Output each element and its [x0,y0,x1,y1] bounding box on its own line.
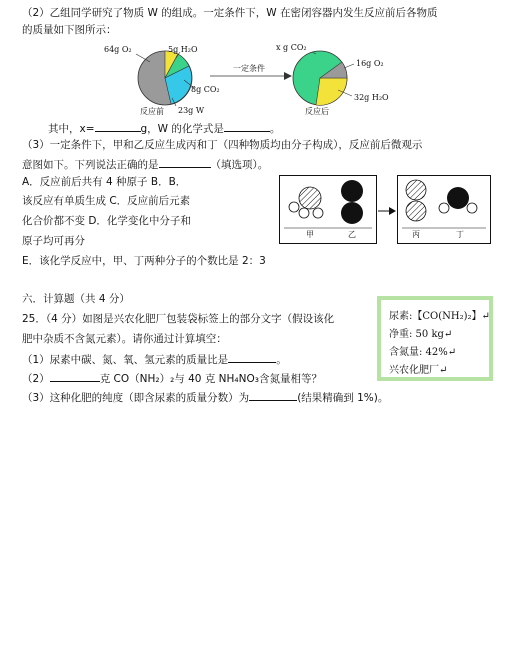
jia-small-atom [289,202,299,212]
pie-after [293,51,354,105]
q25-sub1 [22,351,287,367]
part3-line2 [22,156,268,172]
section6-title: 六．计算题（共 4 分） [22,293,130,305]
reactants-box [279,175,377,244]
part3-line1: （3）一定条件下，甲和乙反应生成丙和丁（四种物质均由分子构成），反应前后微观示 [22,139,423,151]
q25-sub1-text: （1）尿素中碳、氮、氧、氢元素的质量比是 [22,354,229,366]
q25-sub2-prefix: （2） [22,373,50,385]
option-c: 化合价都不变 D．化学变化中分子和 [22,215,191,227]
option-e: E．该化学反应中，甲、丁两种分子的个数比是 2：3 [22,255,266,267]
part3-answer-blank[interactable] [159,156,211,168]
pie-before-caption: 反应前 [140,107,164,116]
part2-line2: 的质量如下图所示： [22,24,117,36]
label-weight: 净重: 50 kg↵ [389,329,453,340]
label-name: 尿素:【CO(NH₂)₂】↵ [389,311,490,322]
pie-after-co2-label: x g CO₂ [276,43,307,52]
q25-sub2-text: 克 CO（NH₂）₂与 40 克 NH₄NO₃含氮量相等？ [99,373,322,385]
pie-after-caption: 反应后 [305,107,329,116]
pie-before-w-label: 23g W [178,106,205,115]
q25-line1: 25．（4 分）如图是兴农化肥厂包装袋标签上的部分文字（假设该化 [22,313,335,325]
x-prefix: 其中，x= [48,123,95,135]
q25-sub1-blank[interactable] [228,351,276,363]
x-unit: g，W 的化学式是 [140,123,224,135]
pie-after-o2-label: 16g O₂ [356,59,384,68]
products-box [397,175,491,244]
micro-arrow [377,201,397,220]
formula-answer-blank[interactable] [224,120,270,132]
q25-sub2 [22,370,322,386]
q25-sub3-end: (结果精确到 1%)。 [297,392,389,404]
part3-line2-suffix: （填选项）。 [210,159,269,171]
ding-small-atom [439,203,449,213]
jia-hatched-atom [299,187,321,209]
part3-line2-prefix: 意图如下。下列说法正确的是 [22,159,159,171]
jia-label: 甲 [306,230,314,239]
option-a: A．反应前后共有 4 种原子 B．B． [22,176,187,188]
q25-sub1-end: 。 [276,354,287,366]
jia-small-atom [299,208,309,218]
label-maker: 兴农化肥厂↵ [389,365,448,376]
q25-sub2-blank[interactable] [50,370,100,382]
pie-before-o2-label: 64g O₂ [104,45,132,54]
bing-hatched-atom [406,180,426,200]
q25-sub3 [22,389,388,405]
jia-small-atom [313,208,323,218]
part2-question [48,120,280,136]
yi-label: 乙 [348,230,356,239]
q25-sub3-text: （3）这种化肥的纯度（即含尿素的质量分数）为 [22,392,250,404]
option-d: 原子均可再分 [22,235,85,247]
option-b: 该反应有单质生成 C．反应前后元素 [22,195,191,207]
q25-sub3-blank[interactable] [249,389,297,401]
ding-black-atom [447,187,469,209]
fertilizer-label [377,296,493,381]
yi-black-atom [341,202,363,224]
x-end: 。 [269,123,281,135]
x-answer-blank[interactable] [95,120,141,132]
pie-before [136,51,194,106]
label-nitrogen: 含氮量: 42%↵ [389,347,457,358]
bing-label: 丙 [412,230,420,239]
q25-line2: 肥中杂质不含氮元素）。请你通过计算填空： [22,333,227,345]
pie-before-co2-label: 8g CO₂ [191,85,220,94]
pie-after-h2o-label: 32g H₂O [354,93,389,102]
reactants-svg [280,176,376,243]
pie-diagram [98,40,418,120]
yi-black-atom [341,180,363,202]
part2-line1: （2）乙组同学研究了物质 W 的组成。一定条件下，W 在密闭容器内发生反应前后各物质 [22,7,438,19]
ding-small-atom [467,203,477,213]
ding-label: 丁 [456,230,464,239]
arrow-condition-label: 一定条件 [233,64,265,73]
bing-hatched-atom [406,201,426,221]
pie-before-h2o-label: 5g H₂O [168,45,198,54]
